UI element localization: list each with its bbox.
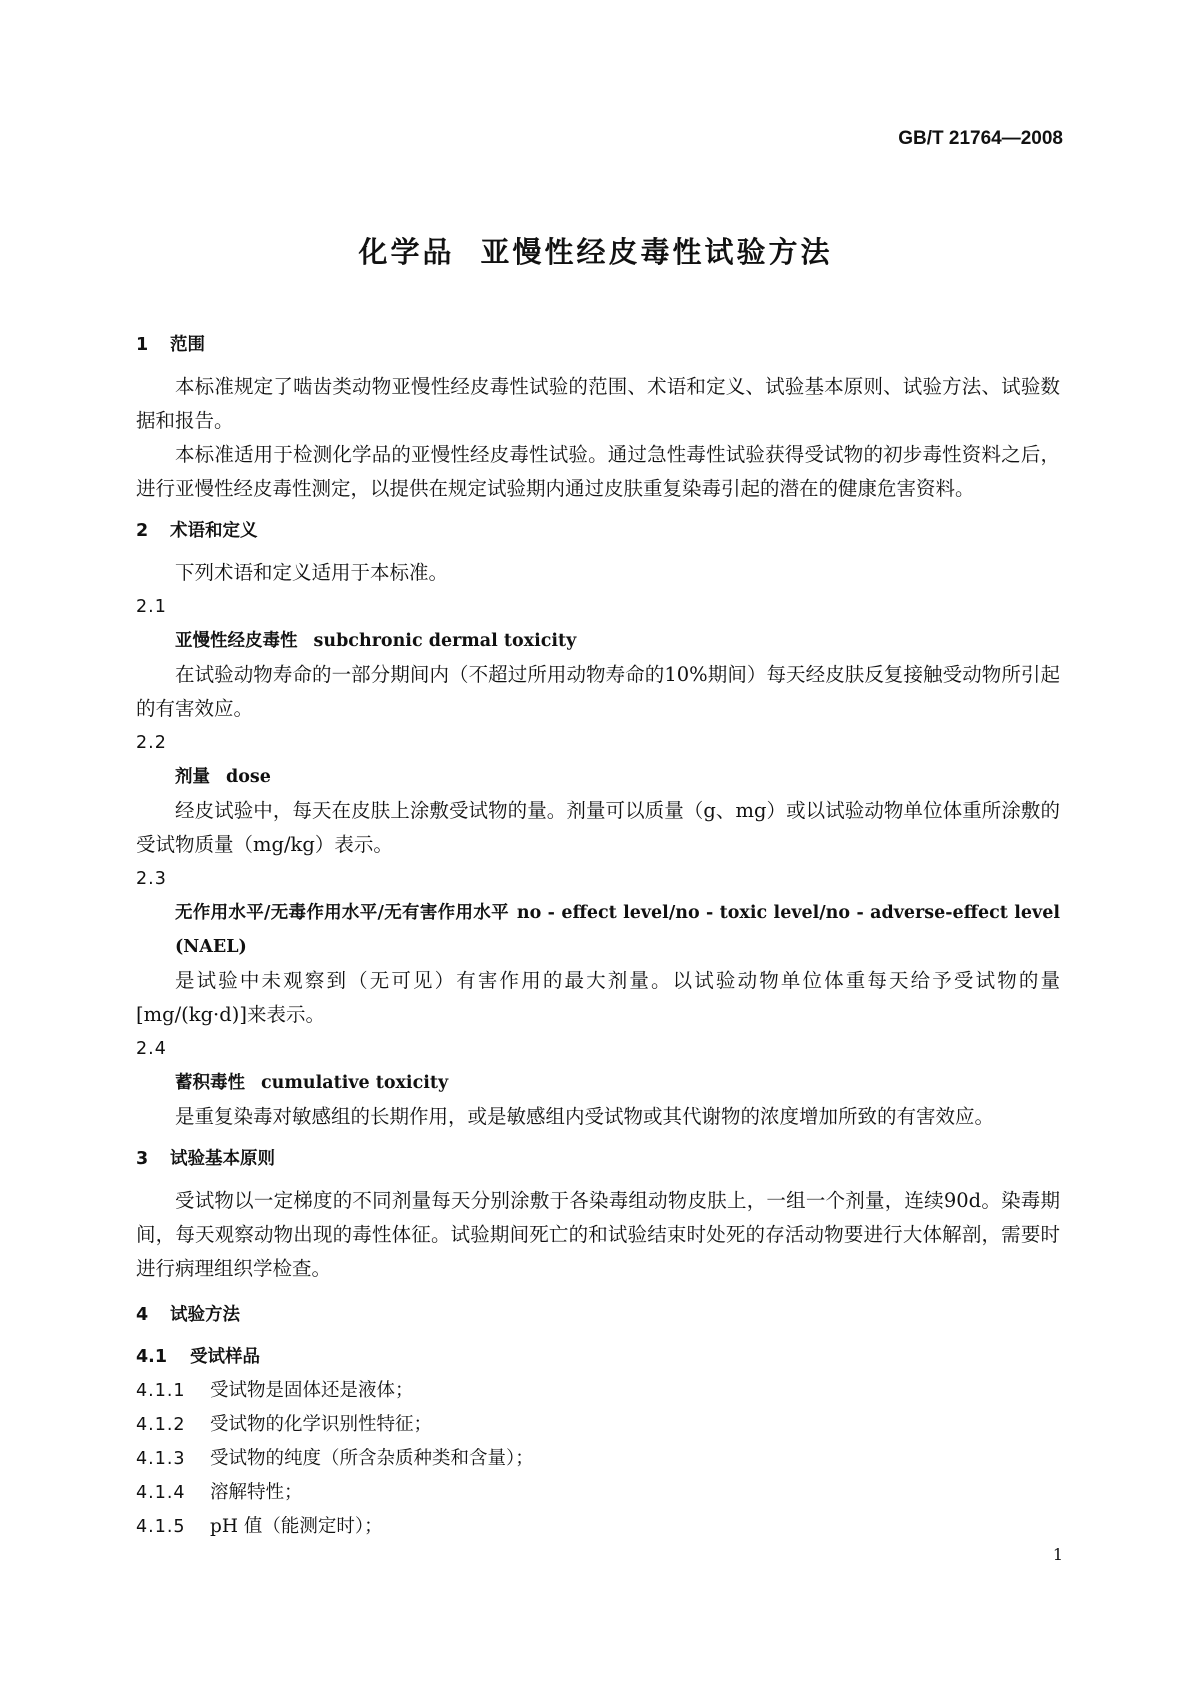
- clause-number: 2.1: [136, 597, 167, 617]
- paragraph: 受试物以一定梯度的不同剂量每天分别涂敷于各染毒组动物皮肤上，一组一个剂量，连续90d。染毒期间，每天观察动物出现的毒性体征。试验期间死亡的和试验结束时处死的存活动物要进行大体解剖，需要时进行病理组织学检查。: [136, 1189, 1060, 1280]
- title-part-1: 化学品: [358, 235, 455, 269]
- section-heading-2: 2 术语和定义: [136, 521, 258, 541]
- term-definition: 是重复染毒对敏感组的长期作用，或是敏感组内受试物或其代谢物的浓度增加所致的有害效应。: [175, 1105, 995, 1128]
- term-en: no - effect level/no - toxic level/no - adverse-effect level (NAEL): [175, 903, 1060, 957]
- list-item: 4.1.4 溶解特性；: [136, 1482, 303, 1503]
- term-definition: 在试验动物寿命的一部分期间内（不超过所用动物寿命的10%期间）每天经皮肤反复接触受动物所引起的有害效应。: [136, 663, 1060, 720]
- term-en: subchronic dermal toxicity: [313, 631, 577, 651]
- title-part-2: 亚慢性经皮毒性试验方法: [480, 235, 833, 269]
- term-entry: [136, 1066, 1060, 1100]
- paragraph: 本标准规定了啮齿类动物亚慢性经皮毒性试验的范围、术语和定义、试验基本原则、试验方法、试验数据和报告。: [136, 375, 1060, 432]
- document-title: [0, 230, 1191, 271]
- list-item: 4.1.5 pH 值（能测定时）；: [136, 1516, 383, 1537]
- standard-code: GB/T 21764—2008: [898, 128, 1063, 149]
- list-item: 4.1.1 受试物是固体还是液体；: [136, 1380, 414, 1401]
- section-heading-1: 1 范围: [136, 335, 205, 355]
- section-heading-4: 4 试验方法: [136, 1305, 240, 1325]
- subsection-heading: 4.1 受试样品: [136, 1347, 260, 1367]
- document-body: [136, 328, 1060, 1544]
- term-zh: 亚慢性经皮毒性: [175, 631, 298, 651]
- term-entry: [136, 896, 1060, 964]
- term-en: cumulative toxicity: [261, 1073, 449, 1093]
- term-entry: [136, 760, 1060, 794]
- paragraph: 下列术语和定义适用于本标准。: [175, 561, 449, 584]
- term-en: dose: [226, 767, 271, 787]
- clause-number: 2.3: [136, 869, 167, 889]
- term-zh: 蓄积毒性: [175, 1073, 245, 1093]
- section-heading-3: 3 试验基本原则: [136, 1149, 275, 1169]
- clause-number: 2.4: [136, 1039, 167, 1059]
- clause-number: 2.2: [136, 733, 167, 753]
- term-zh: 无作用水平/无毒作用水平/无有害作用水平: [175, 903, 509, 923]
- term-definition: 是试验中未观察到（无可见）有害作用的最大剂量。以试验动物单位体重每天给予受试物的量[mg/(kg·d)]来表示。: [136, 969, 1060, 1026]
- list-item: 4.1.2 受试物的化学识别性特征；: [136, 1414, 433, 1435]
- paragraph: 本标准适用于检测化学品的亚慢性经皮毒性试验。通过急性毒性试验获得受试物的初步毒性资料之后，进行亚慢性经皮毒性测定，以提供在规定试验期内通过皮肤重复染毒引起的潜在的健康危害资料。: [136, 443, 1060, 500]
- term-definition: 经皮试验中，每天在皮肤上涂敷受试物的量。剂量可以质量（g、mg）或以试验动物单位体重所涂敷的受试物质量（mg/kg）表示。: [136, 799, 1060, 856]
- page-number: 1: [1052, 1545, 1063, 1564]
- term-zh: 剂量: [175, 767, 210, 787]
- term-entry: [136, 624, 1060, 658]
- list-item: 4.1.3 受试物的纯度（所含杂质种类和含量）；: [136, 1448, 534, 1469]
